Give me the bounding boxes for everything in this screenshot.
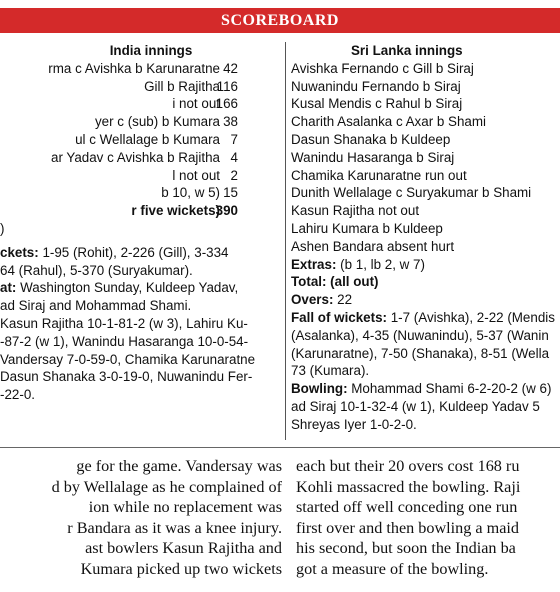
srilanka-innings-panel (291, 42, 560, 442)
india-bowling-line: -22-0. (0, 387, 35, 403)
srilanka-batting-list (291, 60, 560, 256)
article-line: got a measure of the bowling. (296, 559, 489, 578)
table-row: Gill b Rajitha 116 (144, 78, 238, 94)
table-row: l not out 2 (172, 167, 238, 183)
scoreboard-banner (0, 8, 560, 33)
india-did-not-bat: at: Washington Sunday, Kuldeep Yadav, (0, 280, 239, 296)
srilanka-fall-of-wickets-cont: (Karunaratne), 7-50 (Shanaka), 8-51 (Wella (291, 345, 550, 361)
india-bowling-line: Vandersay 7-0-59-0, Chamika Karunaratne (0, 351, 256, 367)
article-line: first over and then bowling a maid (296, 518, 519, 537)
srilanka-fall-of-wickets-cont: 73 (Kumara). (291, 363, 370, 379)
india-innings-panel (0, 42, 282, 442)
srilanka-bowling-cont: ad Siraj 10-1-32-4 (w 1), Kuldeep Yadav 5 (291, 398, 540, 414)
list-item: Kasun Rajitha not out (291, 203, 420, 219)
article-column-right (296, 456, 560, 580)
article-line: ge for the game. Vandersay was (76, 457, 282, 475)
list-item: Kusal Mendis c Rahul b Siraj (291, 96, 463, 112)
article-line: Kumara picked up two wickets (80, 559, 282, 578)
table-row: ) (0, 220, 5, 236)
srilanka-fall-of-wickets-cont: (Asalanka), 4-35 (Nuwanindu), 5-37 (Wanin (291, 327, 549, 343)
section-divider (0, 447, 560, 448)
srilanka-bowling: Bowling: Mohammad Shami 6-2-20-2 (w 6) (291, 381, 552, 397)
article-line: his second, but soon the Indian ba (296, 539, 516, 558)
list-item: Wanindu Hasaranga b Siraj (291, 149, 455, 165)
list-item: Ashen Bandara absent hurt (291, 238, 455, 254)
column-divider (285, 42, 286, 440)
total-row: r five wickets) 390 (131, 203, 238, 219)
india-did-not-bat-cont: ad Siraj and Mohammad Shami. (0, 298, 192, 314)
banner-title: SCOREBOARD (221, 11, 339, 29)
list-item: Dunith Wellalage c Suryakumar b Shami (291, 185, 532, 201)
srilanka-innings-heading: Sri Lanka innings (351, 43, 463, 58)
table-row: yer c (sub) b Kumara 38 (94, 114, 238, 130)
list-item: Avishka Fernando c Gill b Siraj (291, 60, 474, 76)
table-row: ar Yadav c Avishka b Rajitha 4 (51, 149, 238, 165)
india-fall-of-wickets-cont: 64 (Rahul), 5-370 (Suryakumar). (0, 262, 193, 278)
srilanka-fall-of-wickets: Fall of wickets: 1-7 (Avishka), 2-22 (Mendis (291, 309, 555, 325)
table-row: b 10, w 5) 15 (161, 185, 238, 201)
list-item: Charith Asalanka c Axar b Shami (291, 114, 487, 130)
srilanka-extras: Extras: (b 1, lb 2, w 7) (291, 256, 425, 272)
article-line: each but their 20 overs cost 168 ru (296, 457, 520, 475)
list-item: Nuwanindu Fernando b Siraj (291, 78, 461, 94)
india-bowling-line: Dasun Shanaka 3-0-19-0, Nuwanindu Fer- (0, 369, 253, 385)
article-line: ast bowlers Kasun Rajitha and (85, 539, 282, 558)
article-line: r Bandara as it was a knee injury. (67, 518, 282, 537)
article-line: d by Wellalage as he complained of (51, 477, 282, 496)
table-row: i not out 166 (172, 96, 238, 112)
article-line: ion while no replacement was (88, 498, 282, 517)
srilanka-overs: Overs: 22 (291, 292, 353, 308)
india-bowling-line: -87-2 (w 1), Wanindu Hasaranga 10-0-54- (0, 333, 249, 349)
article-line: started off well conceding one run (296, 498, 518, 517)
srilanka-bowling-cont: Shreyas Iyer 1-0-2-0. (291, 416, 417, 432)
india-batting-table (0, 60, 282, 238)
list-item: Chamika Karunaratne run out (291, 167, 467, 183)
article-column-left (0, 456, 282, 580)
table-row: rma c Avishka b Karunaratne 42 (48, 60, 238, 76)
article-line: Kohli massacred the bowling. Raji (296, 477, 521, 496)
india-bowling-line: Kasun Rajitha 10-1-81-2 (w 3), Lahiru Ku- (0, 315, 248, 331)
list-item: Lahiru Kumara b Kuldeep (291, 220, 443, 236)
srilanka-total: Total: (all out) (291, 274, 379, 290)
india-fall-of-wickets: ckets: 1-95 (Rohit), 2-226 (Gill), 3-334 (0, 244, 229, 260)
india-innings-heading: India innings (109, 43, 193, 58)
list-item: Dasun Shanaka b Kuldeep (291, 131, 451, 147)
table-row: ul c Wellalage b Kumara 7 (75, 131, 238, 147)
